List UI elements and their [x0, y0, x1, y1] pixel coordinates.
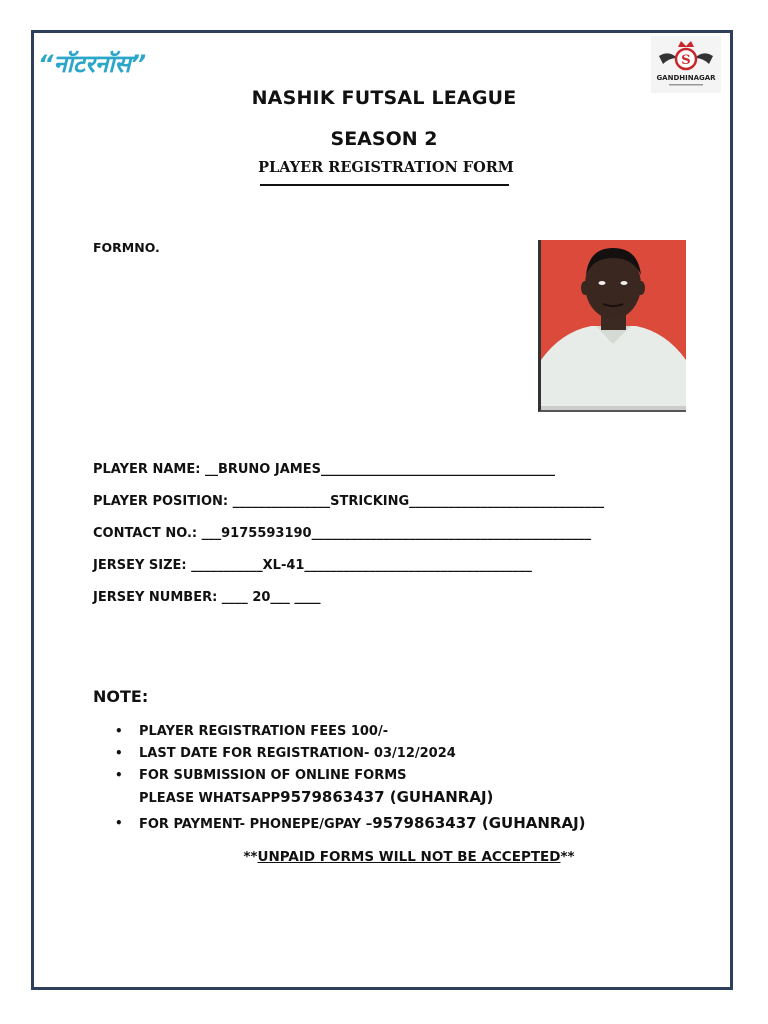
- jersey-number-field: JERSEY NUMBER: ____ 20___ ____: [93, 590, 321, 605]
- unpaid-suffix: **: [560, 849, 575, 865]
- season-title: SEASON 2: [330, 128, 438, 150]
- form-number-label: FORMNO.: [93, 240, 160, 255]
- bullet-icon: •: [115, 724, 123, 738]
- svg-text:S: S: [681, 53, 691, 68]
- bullet-icon: •: [115, 746, 123, 760]
- unpaid-prefix: **: [243, 849, 258, 865]
- left-logo-text: “नॉटरनॉस”: [38, 50, 147, 78]
- player-position-field: PLAYER POSITION: _______________STRICKING______________________________: [93, 494, 605, 509]
- bullet-icon: •: [115, 816, 123, 830]
- unpaid-warning: [0, 849, 768, 865]
- left-logo: [38, 44, 153, 82]
- whatsapp-number: 9579863437 (GUHANRAJ): [280, 788, 494, 806]
- form-title: PLAYER REGISTRATION FORM: [258, 159, 514, 176]
- note-item-fees: PLAYER REGISTRATION FEES 100/-: [139, 724, 389, 739]
- league-title: NASHIK FUTSAL LEAGUE: [251, 87, 517, 109]
- note-item-last-date: LAST DATE FOR REGISTRATION- 03/12/2024: [139, 746, 456, 761]
- player-photo: [538, 240, 686, 412]
- note-item-submission: FOR SUBMISSION OF ONLINE FORMS: [139, 768, 407, 783]
- note-heading: NOTE:: [93, 687, 149, 706]
- note-item-payment: [139, 814, 586, 832]
- payment-label: FOR PAYMENT- PHONEPE/GPAY –: [139, 817, 373, 832]
- emblem-icon: [651, 36, 721, 93]
- bullet-icon: •: [115, 768, 123, 782]
- payment-number: 9579863437 (GUHANRAJ): [372, 814, 586, 832]
- contact-number-field: CONTACT NO.: ___9175593190___________________________________________: [93, 526, 592, 541]
- jersey-size-field: JERSEY SIZE: ___________XL-41___________________________________: [93, 558, 532, 573]
- unpaid-text: UNPAID FORMS WILL NOT BE ACCEPTED: [257, 849, 561, 865]
- whatsapp-label: PLEASE WHATSAPP: [139, 791, 281, 806]
- player-name-field: PLAYER NAME: __BRUNO JAMES____________________________________: [93, 462, 555, 477]
- player-portrait: [541, 240, 686, 410]
- right-logo-text: GANDHINAGAR: [656, 74, 716, 82]
- form-title-underline: [260, 184, 509, 186]
- gandhinagar-logo: [651, 36, 721, 93]
- note-item-whatsapp: [139, 788, 493, 806]
